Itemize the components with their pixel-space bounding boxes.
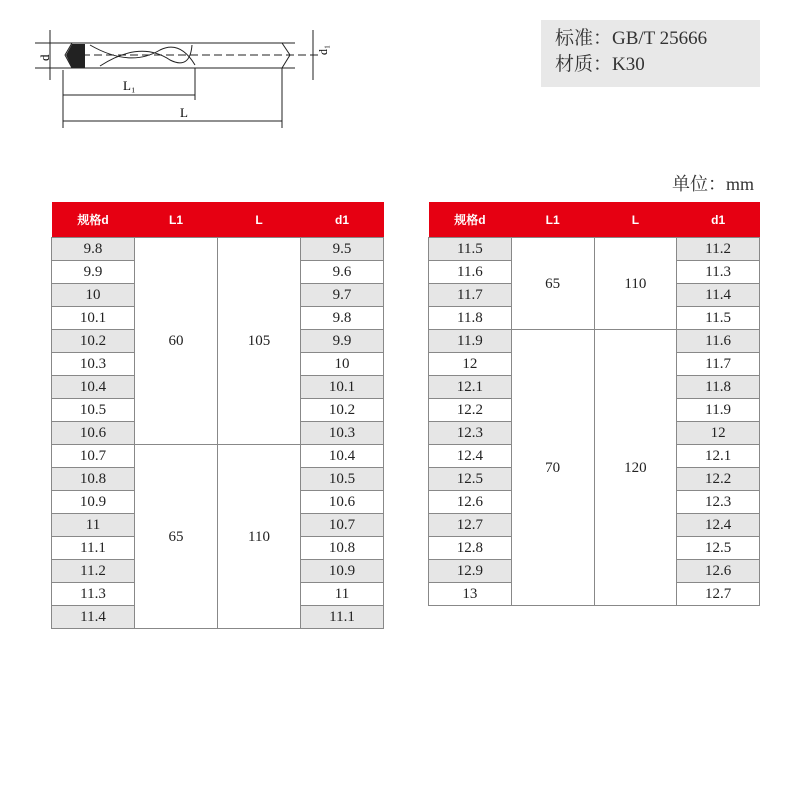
spec-d-cell: 11 — [52, 514, 135, 537]
unit-label: 单位：mm — [671, 174, 754, 194]
material-text: 材质：K30 — [555, 54, 645, 75]
svg-text:d₁: d₁ — [316, 44, 330, 55]
header-row — [429, 202, 760, 238]
d1-cell: 9.5 — [301, 238, 384, 261]
column-header: d1 — [301, 202, 384, 238]
d1-cell: 12.6 — [677, 560, 760, 583]
size-table-right — [428, 202, 760, 606]
d1-cell: 11.6 — [677, 330, 760, 353]
d1-cell: 11.5 — [677, 307, 760, 330]
svg-text:L₁: L₁ — [123, 78, 136, 93]
spec-d-cell: 10.2 — [52, 330, 135, 353]
d1-cell: 10.3 — [301, 422, 384, 445]
drill-diagram — [30, 10, 330, 140]
spec-d-cell: 12.9 — [429, 560, 512, 583]
spec-d-cell: 10.4 — [52, 376, 135, 399]
d1-cell: 11.9 — [677, 399, 760, 422]
spec-d-cell: 11.7 — [429, 284, 512, 307]
column-header: 规格d — [429, 202, 512, 238]
spec-d-cell: 12.4 — [429, 445, 512, 468]
spec-d-cell: 11.3 — [52, 583, 135, 606]
spec-d-cell: 11.9 — [429, 330, 512, 353]
column-header: L1 — [135, 202, 218, 238]
spec-d-cell: 11.1 — [52, 537, 135, 560]
d1-cell: 10 — [301, 353, 384, 376]
d1-cell: 9.9 — [301, 330, 384, 353]
spec-d-cell: 11.4 — [52, 606, 135, 629]
column-header: 规格d — [52, 202, 135, 238]
d1-cell: 9.6 — [301, 261, 384, 284]
d1-cell: 11.8 — [677, 376, 760, 399]
d1-cell: 12.5 — [677, 537, 760, 560]
l1-cell: 60 — [135, 238, 218, 445]
l1-cell: 70 — [511, 330, 594, 606]
column-header: L1 — [511, 202, 594, 238]
spec-d-cell: 12.6 — [429, 491, 512, 514]
d1-cell: 10.6 — [301, 491, 384, 514]
d1-cell: 11.1 — [301, 606, 384, 629]
d1-cell: 10.9 — [301, 560, 384, 583]
d1-cell: 12.4 — [677, 514, 760, 537]
d1-cell: 10.4 — [301, 445, 384, 468]
spec-d-cell: 12.2 — [429, 399, 512, 422]
l-cell: 110 — [594, 238, 677, 330]
l1-cell: 65 — [135, 445, 218, 629]
l-cell: 120 — [594, 330, 677, 606]
d1-cell: 10.5 — [301, 468, 384, 491]
spec-d-cell: 11.2 — [52, 560, 135, 583]
d1-cell: 12.7 — [677, 583, 760, 606]
spec-d-cell: 10.3 — [52, 353, 135, 376]
spec-d-cell: 10.7 — [52, 445, 135, 468]
d1-cell: 12.3 — [677, 491, 760, 514]
column-header: L — [218, 202, 301, 238]
label-d: d — [37, 54, 52, 61]
svg-text:L: L — [180, 105, 188, 120]
d1-cell: 12.2 — [677, 468, 760, 491]
spec-d-cell: 13 — [429, 583, 512, 606]
spec-d-cell: 10.1 — [52, 307, 135, 330]
d1-cell: 10.2 — [301, 399, 384, 422]
l-cell: 110 — [218, 445, 301, 629]
table-row — [52, 238, 384, 261]
spec-d-cell: 12.7 — [429, 514, 512, 537]
d1-cell: 10.7 — [301, 514, 384, 537]
spec-d-cell: 10.9 — [52, 491, 135, 514]
spec-d-cell: 12.3 — [429, 422, 512, 445]
d1-cell: 11.2 — [677, 238, 760, 261]
d1-cell: 9.8 — [301, 307, 384, 330]
l-cell: 105 — [218, 238, 301, 445]
spec-d-cell: 11.6 — [429, 261, 512, 284]
table-row — [429, 238, 760, 261]
d1-cell: 12 — [677, 422, 760, 445]
d1-cell: 10.8 — [301, 537, 384, 560]
d1-cell: 11.3 — [677, 261, 760, 284]
spec-d-cell: 12.8 — [429, 537, 512, 560]
d1-cell: 9.7 — [301, 284, 384, 307]
column-header: L — [594, 202, 677, 238]
d1-cell: 11 — [301, 583, 384, 606]
d1-cell: 12.1 — [677, 445, 760, 468]
spec-d-cell: 10.6 — [52, 422, 135, 445]
d1-cell: 11.4 — [677, 284, 760, 307]
spec-d-cell: 9.8 — [52, 238, 135, 261]
spec-d-cell: 11.8 — [429, 307, 512, 330]
spec-d-cell: 12.1 — [429, 376, 512, 399]
header-row — [52, 202, 384, 238]
size-table-left — [51, 202, 384, 629]
spec-d-cell: 9.9 — [52, 261, 135, 284]
standard-text: 标准：GB/T 25666 — [555, 28, 708, 49]
spec-d-cell: 10.5 — [52, 399, 135, 422]
d1-cell: 10.1 — [301, 376, 384, 399]
l1-cell: 65 — [511, 238, 594, 330]
spec-info-box — [541, 20, 760, 87]
table-row — [429, 330, 760, 353]
spec-d-cell: 12.5 — [429, 468, 512, 491]
column-header: d1 — [677, 202, 760, 238]
spec-d-cell: 10 — [52, 284, 135, 307]
table-row — [52, 445, 384, 468]
spec-d-cell: 12 — [429, 353, 512, 376]
spec-d-cell: 11.5 — [429, 238, 512, 261]
spec-d-cell: 10.8 — [52, 468, 135, 491]
d1-cell: 11.7 — [677, 353, 760, 376]
